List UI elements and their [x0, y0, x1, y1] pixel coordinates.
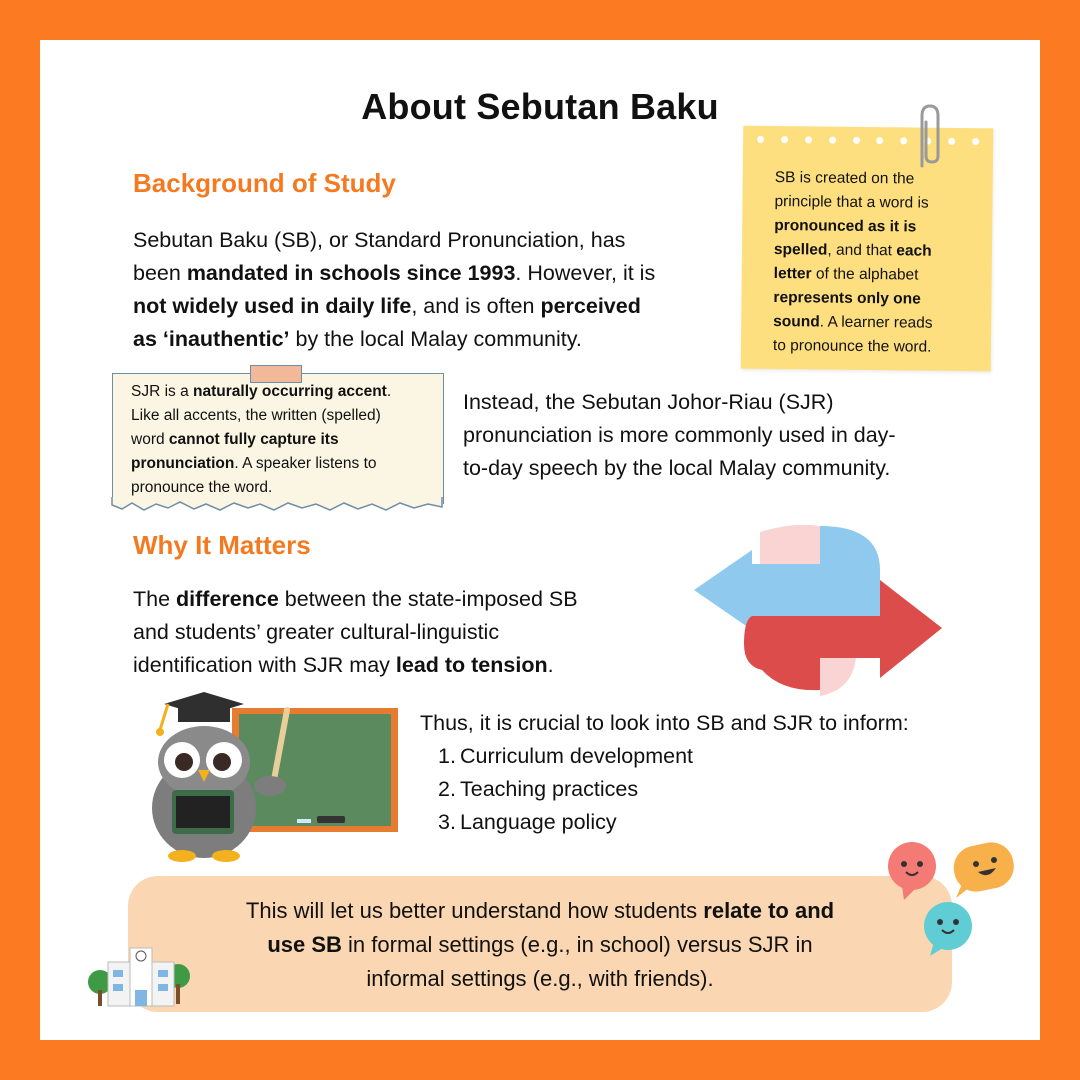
owl-teacher-illustration	[142, 690, 404, 870]
background-paragraph: Sebutan Baku (SB), or Standard Pronunciation, has been mandated in schools since 1993. However, it is not widely used in daily life, and is often perceived as ‘inauthentic’ by the local Malay community.	[133, 228, 656, 351]
school-building-icon	[86, 938, 192, 1010]
summary-callout: This will let us better understand how students relate to and use SB in formal settings (e.g., in school) versus SJR in informal settings (e.g., with friends).	[128, 876, 952, 1012]
page-title: About Sebutan Baku	[361, 86, 719, 127]
list-item: 1. Curriculum development	[438, 744, 694, 768]
inform-list	[438, 740, 693, 839]
matters-heading: Why It Matters	[133, 530, 311, 560]
matters-paragraph: The difference between the state-imposed SB and students’ greater cultural-linguistic identification with SJR may lead to tension.	[133, 587, 578, 677]
torn-edge-decoration	[110, 495, 444, 515]
sjr-note: SJR is a naturally occurring accent. Like all accents, the written (spelled) word cannot fully capture its pronunciation. A speaker listens to pronounce the word.	[112, 373, 444, 504]
paperclip-icon	[908, 102, 948, 172]
list-item: 3. Language policy	[438, 810, 617, 834]
inform-intro: Thus, it is crucial to look into SB and SJR to inform:	[420, 711, 909, 735]
tape-decoration	[250, 365, 302, 383]
background-heading: Background of Study	[133, 168, 396, 198]
list-item: 2. Teaching practices	[438, 777, 639, 801]
chat-bubbles-icon	[882, 838, 1020, 958]
sb-sticky-note: SB is created on the principle that a word is pronounced as it is spelled, and that each letter of the alphabet represents only one sound. A learner reads to pronounce the word.	[741, 126, 994, 372]
sjr-paragraph: Instead, the Sebutan Johor-Riau (SJR) pronunciation is more commonly used in day- to-day speech by the local Malay community.	[463, 390, 896, 480]
swap-arrows-icon	[692, 520, 944, 700]
